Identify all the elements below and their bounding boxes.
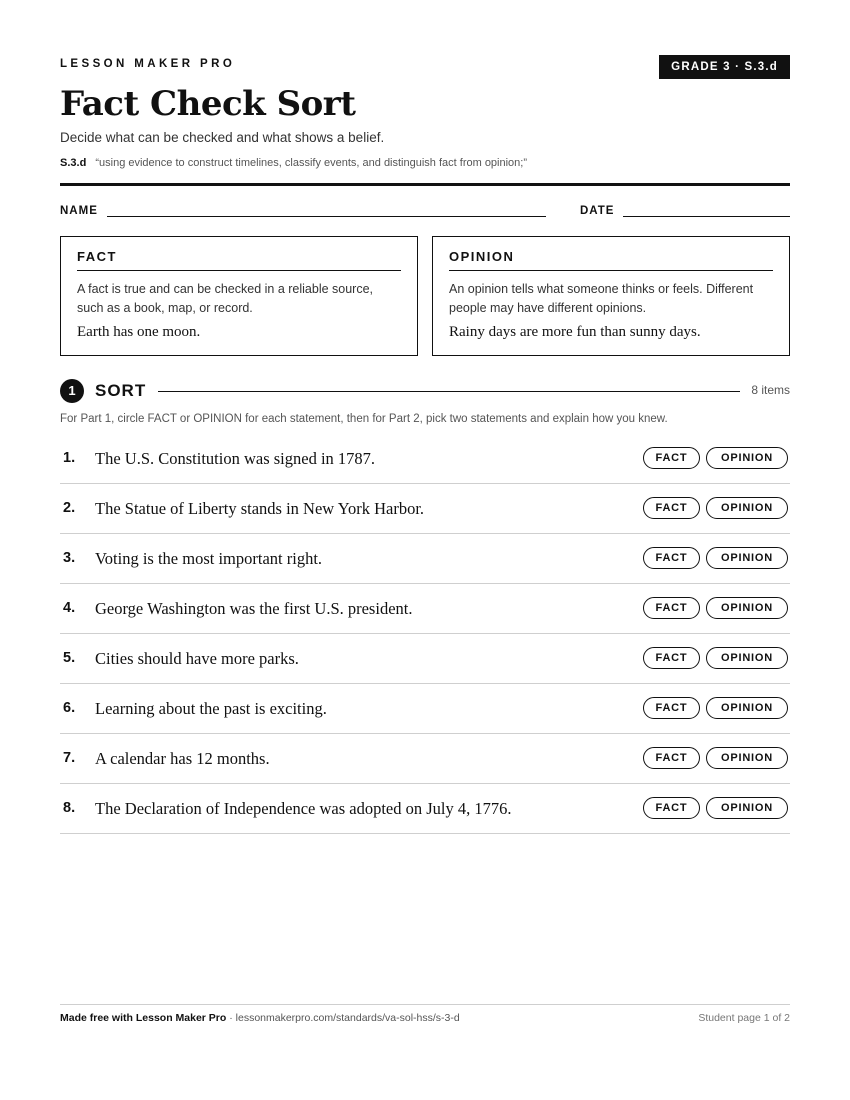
list-item [60, 534, 790, 584]
footer-divider [60, 1004, 790, 1005]
item-number: 7. [63, 750, 76, 766]
section-divider [158, 391, 740, 392]
item-statement: George Washington was the first U.S. president. [95, 599, 413, 618]
header-divider [60, 183, 790, 186]
item-statement: Cities should have more parks. [95, 649, 299, 668]
grade-badge: GRADE 3 · S.3.d [659, 55, 790, 79]
item-statement: A calendar has 12 months. [95, 749, 270, 768]
standard-reference [60, 157, 527, 169]
item-count: 8 items [751, 383, 790, 397]
opinion-choice-button[interactable]: OPINION [706, 697, 788, 719]
item-number: 3. [63, 550, 76, 566]
statement-list [60, 434, 790, 834]
section-title: SORT [95, 381, 147, 400]
list-item [60, 434, 790, 484]
opinion-heading: OPINION [449, 249, 773, 271]
name-label: NAME [60, 205, 98, 217]
fact-choice-button[interactable]: FACT [643, 747, 700, 769]
opinion-choice-button[interactable]: OPINION [706, 547, 788, 569]
standard-text: “using evidence to construct timelines, classify events, and distinguish fact from opinion;” [95, 157, 528, 169]
fact-definition-box [60, 236, 418, 356]
opinion-example: Rainy days are more fun than sunny days. [449, 324, 701, 340]
opinion-choice-button[interactable]: OPINION [706, 747, 788, 769]
section-instructions: For Part 1, circle FACT or OPINION for each statement, then for Part 2, pick two statements and explain how you knew. [60, 413, 668, 425]
standard-code: S.3.d [60, 157, 87, 169]
list-item [60, 484, 790, 534]
list-item [60, 734, 790, 784]
item-number: 8. [63, 800, 76, 816]
opinion-choice-button[interactable]: OPINION [706, 797, 788, 819]
section-number-badge: 1 [60, 379, 84, 403]
page-indicator: Student page 1 of 2 [698, 1012, 790, 1024]
fact-choice-button[interactable]: FACT [643, 797, 700, 819]
date-label: DATE [580, 205, 615, 217]
item-statement: The Statue of Liberty stands in New York Harbor. [95, 499, 425, 518]
footer-made-with: Made free with Lesson Maker Pro [60, 1012, 227, 1024]
page-title: Fact Check Sort [60, 84, 356, 124]
fact-choice-button[interactable]: FACT [643, 647, 700, 669]
opinion-choice-button[interactable]: OPINION [706, 447, 788, 469]
opinion-description: An opinion tells what someone thinks or feels. Different people may have different opinions. [449, 282, 754, 315]
opinion-definition-box [432, 236, 790, 356]
worksheet-page [60, 0, 790, 1100]
item-number: 6. [63, 700, 76, 716]
footer-url: · lessonmakerpro.com/standards/va-sol-hss/s-3-d [226, 1012, 460, 1024]
fact-choice-button[interactable]: FACT [643, 497, 700, 519]
list-item [60, 634, 790, 684]
fact-choice-button[interactable]: FACT [643, 697, 700, 719]
list-item [60, 784, 790, 834]
fact-choice-button[interactable]: FACT [643, 597, 700, 619]
footer-credit [60, 1012, 460, 1024]
list-item [60, 684, 790, 734]
brand-name: LESSON MAKER PRO [60, 58, 236, 70]
item-statement: Voting is the most important right. [95, 549, 323, 568]
item-statement: Learning about the past is exciting. [95, 699, 327, 718]
opinion-choice-button[interactable]: OPINION [706, 497, 788, 519]
fact-example: Earth has one moon. [77, 324, 201, 340]
item-number: 2. [63, 500, 76, 516]
fact-description: A fact is true and can be checked in a reliable source, such as a book, map, or record. [77, 282, 374, 315]
fact-heading: FACT [77, 249, 401, 271]
date-field[interactable] [623, 216, 790, 217]
opinion-choice-button[interactable]: OPINION [706, 597, 788, 619]
item-number: 4. [63, 600, 76, 616]
item-number: 5. [63, 650, 76, 666]
name-field[interactable] [107, 216, 546, 217]
opinion-choice-button[interactable]: OPINION [706, 647, 788, 669]
item-number: 1. [63, 450, 76, 466]
list-item [60, 584, 790, 634]
item-statement: The Declaration of Independence was adopted on July 4, 1776. [95, 799, 512, 818]
page-subtitle: Decide what can be checked and what shows a belief. [60, 130, 385, 145]
fact-choice-button[interactable]: FACT [643, 547, 700, 569]
item-statement: The U.S. Constitution was signed in 1787. [95, 449, 376, 468]
fact-choice-button[interactable]: FACT [643, 447, 700, 469]
